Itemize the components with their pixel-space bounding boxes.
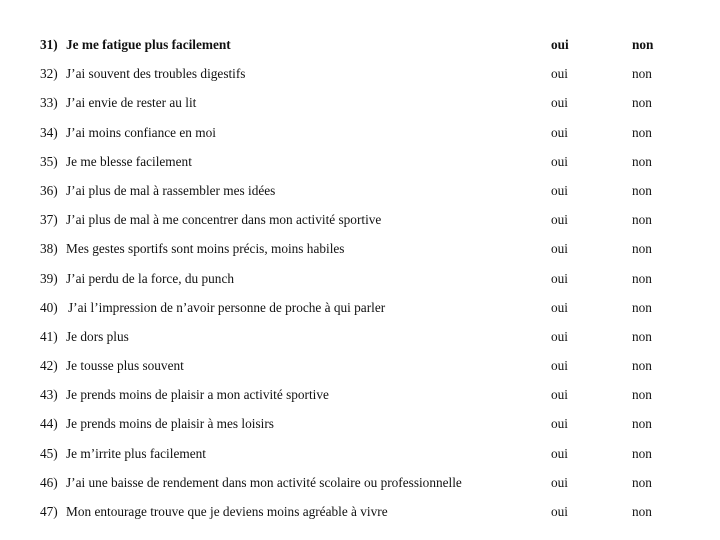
question-text: Je me fatigue plus facilement	[66, 37, 231, 52]
question-row	[0, 380, 720, 409]
answer-oui-option[interactable]: oui	[551, 387, 568, 403]
question-text: J’ai perdu de la force, du punch	[66, 270, 234, 286]
question-row	[0, 439, 720, 468]
question-row	[0, 147, 720, 176]
answer-non-option[interactable]: non	[632, 504, 652, 519]
answer-oui-option[interactable]: oui	[551, 66, 568, 82]
answer-non-option[interactable]: non	[632, 270, 652, 286]
answer-oui-option[interactable]: oui	[551, 299, 568, 315]
question-number: 38)	[40, 241, 58, 257]
answer-oui-option[interactable]: oui	[551, 241, 568, 257]
question-row	[0, 205, 720, 234]
answer-oui-option[interactable]: oui	[551, 182, 568, 198]
question-text: J’ai plus de mal à me concentrer dans mon activité sportive	[66, 212, 382, 228]
question-number: 41)	[40, 328, 58, 344]
answer-oui-option[interactable]: oui	[551, 445, 568, 461]
question-number: 37)	[40, 212, 58, 228]
answer-oui-option[interactable]: oui	[551, 37, 569, 52]
question-text: Je m’irrite plus facilement	[66, 445, 206, 461]
answer-non-option[interactable]: non	[632, 416, 652, 432]
answer-non-option[interactable]: non	[632, 153, 652, 169]
question-row	[0, 468, 720, 497]
answer-oui-option[interactable]: oui	[551, 212, 568, 228]
question-row	[0, 409, 720, 438]
answer-non-option[interactable]: non	[632, 387, 652, 403]
question-text: J’ai envie de rester au lit	[66, 95, 197, 111]
answer-non-option[interactable]: non	[632, 474, 652, 490]
question-row	[0, 118, 720, 147]
question-text: Je me blesse facilement	[66, 153, 192, 169]
question-number: 32)	[40, 66, 58, 82]
answer-oui-option[interactable]: oui	[551, 358, 568, 374]
answer-non-option[interactable]: non	[632, 241, 652, 257]
answer-oui-option[interactable]: oui	[551, 416, 568, 432]
question-row	[0, 59, 720, 88]
answer-non-option[interactable]: non	[632, 182, 652, 198]
question-number: 47)	[40, 504, 58, 519]
answer-non-option[interactable]: non	[632, 445, 652, 461]
question-text: Mes gestes sportifs sont moins précis, moins habiles	[66, 241, 345, 257]
answer-non-option[interactable]: non	[632, 95, 652, 111]
question-row	[0, 88, 720, 117]
answer-non-option[interactable]: non	[632, 299, 652, 315]
answer-non-option[interactable]: non	[632, 212, 652, 228]
question-text: Mon entourage trouve que je deviens moins agréable à vivre	[66, 504, 388, 519]
question-number: 35)	[40, 153, 58, 169]
question-number: 33)	[40, 95, 58, 111]
question-number: 36)	[40, 182, 58, 198]
question-number: 44)	[40, 416, 58, 432]
question-text: Je prends moins de plaisir à mes loisirs	[66, 416, 274, 432]
question-text: Je tousse plus souvent	[66, 358, 184, 374]
question-row	[0, 497, 720, 526]
question-text: J’ai l’impression de n’avoir personne de proche à qui parler	[68, 299, 386, 315]
answer-oui-option[interactable]: oui	[551, 270, 568, 286]
question-number: 43)	[40, 387, 58, 403]
question-text: J’ai souvent des troubles digestifs	[66, 66, 246, 82]
answer-oui-option[interactable]: oui	[551, 328, 568, 344]
question-row	[0, 234, 720, 263]
question-number: 40)	[40, 299, 58, 315]
answer-non-option[interactable]: non	[632, 358, 652, 374]
answer-non-option[interactable]: non	[632, 66, 652, 82]
question-text: Je prends moins de plaisir a mon activité sportive	[66, 387, 329, 403]
answer-non-option[interactable]: non	[632, 124, 652, 140]
answer-oui-option[interactable]: oui	[551, 95, 568, 111]
answer-non-option[interactable]: non	[632, 328, 652, 344]
question-row	[0, 351, 720, 380]
question-number: 42)	[40, 358, 58, 374]
question-row	[0, 264, 720, 293]
question-row	[0, 176, 720, 205]
answer-oui-option[interactable]: oui	[551, 504, 568, 519]
answer-non-option[interactable]: non	[632, 37, 654, 52]
question-number: 46)	[40, 474, 58, 490]
question-row	[0, 293, 720, 322]
question-row	[0, 322, 720, 351]
question-row	[0, 30, 720, 59]
question-text: J’ai une baisse de rendement dans mon activité scolaire ou professionnelle	[66, 474, 462, 490]
question-text: J’ai plus de mal à rassembler mes idées	[66, 182, 276, 198]
answer-oui-option[interactable]: oui	[551, 474, 568, 490]
question-number: 31)	[40, 37, 58, 52]
question-number: 39)	[40, 270, 58, 286]
question-text: Je dors plus	[66, 328, 129, 344]
questionnaire-list	[0, 30, 720, 526]
question-text: J’ai moins confiance en moi	[66, 124, 216, 140]
question-number: 34)	[40, 124, 58, 140]
question-number: 45)	[40, 445, 58, 461]
answer-oui-option[interactable]: oui	[551, 153, 568, 169]
answer-oui-option[interactable]: oui	[551, 124, 568, 140]
